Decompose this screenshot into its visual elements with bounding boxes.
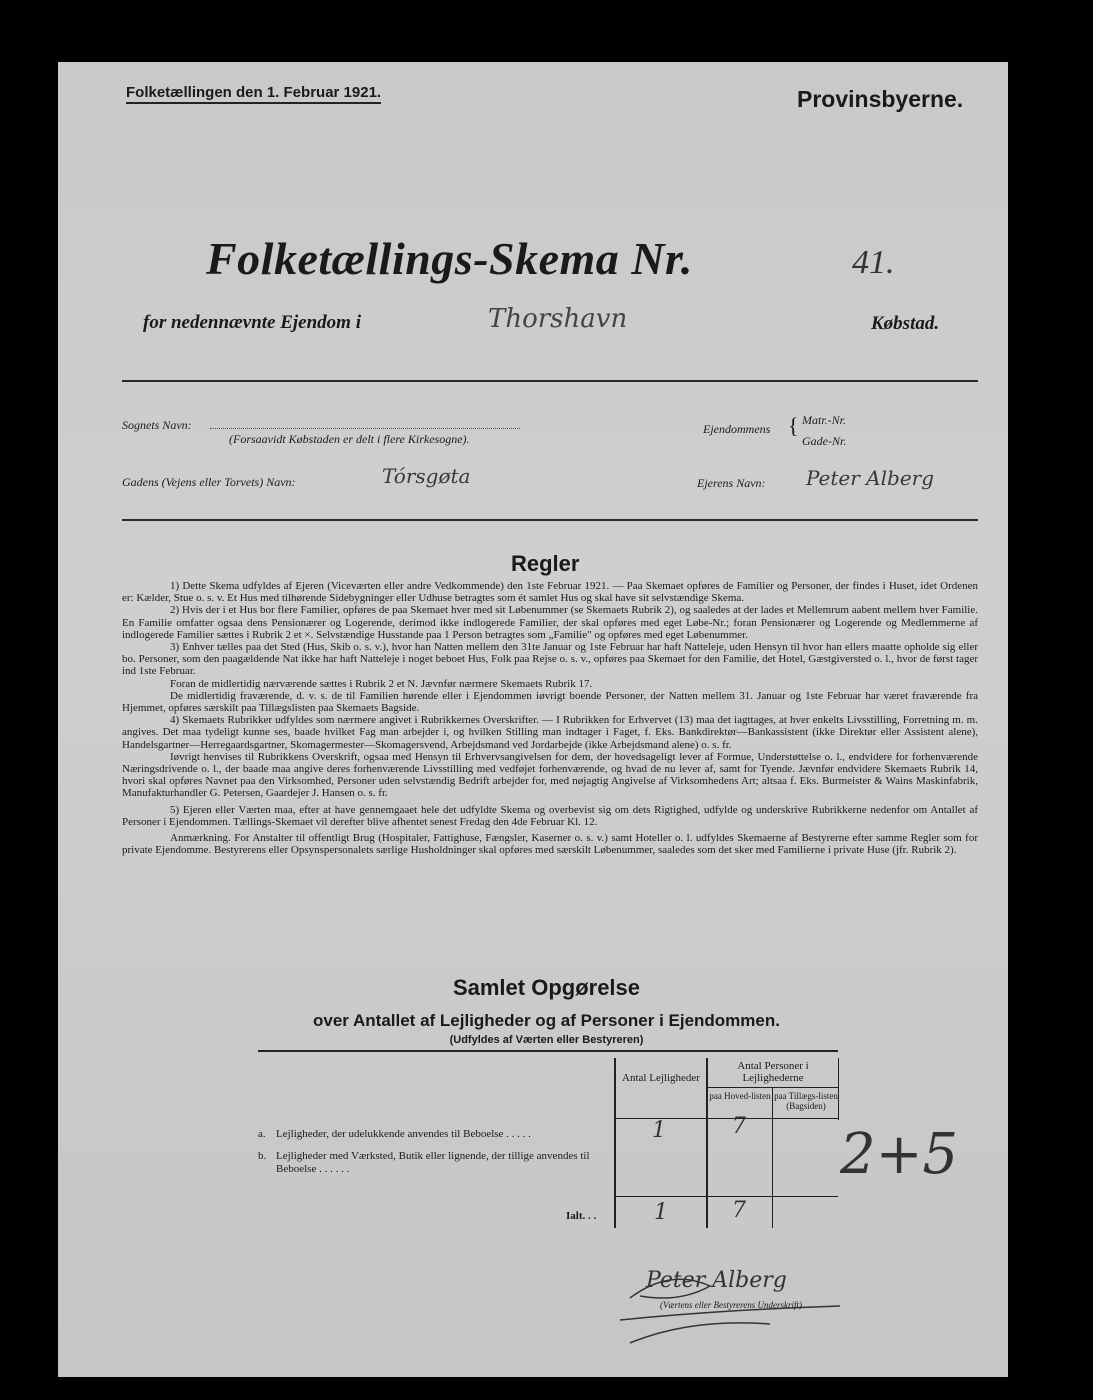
parish-line [210,428,520,429]
owner-handwritten: Peter Alberg [806,466,935,490]
summary-title: Samlet Opgørelse [452,975,641,1000]
summary-note: (Udfyldes af Værten eller Bestyreren) [449,1034,644,1046]
region-header: Provinsbyerne. [797,86,964,112]
brace: { [788,413,799,438]
total-apartments: 1 [654,1200,668,1225]
signature-caption: (Værtens eller Bestyrerens Underskrift) [660,1300,803,1310]
form-subtitle: for nedennævnte Ejendom i [143,312,361,333]
parish-note: (Forsaavidt Købstaden er delt i flere Kirkesogne). [229,432,470,446]
row-letter: a. [258,1128,266,1140]
cell-main-list: 7 [732,1114,746,1139]
rule-paragraph: 1) Dette Skema udfyldes af Ejeren (Viceværten eller andre Vedkommende) den 1ste Februar 1921. — Paa Skemaet opføres de Familier og Personer, der findes i Huset, idet Ordenen er: Kælder, Stue o. s. v. Et Hus med tilhørende Sidebygninger eller Udhuse betragtes som ét samlet Hus og skal have sit selvstændige Skema. [122,580,978,605]
street-handwritten: Tórsgøta [382,464,471,488]
margin-note-handwritten: 2+5 [840,1122,959,1187]
property-label: Ejendommens [703,422,771,436]
signature-handwritten: Peter Alberg [646,1268,787,1293]
rule-paragraph: Anmærkning. For Anstalter til offentligt Brug (Hospitaler, Fattighuse, Fængsler, Kaserner o. s. v.) samt Hoteller o. l. udfyldes Skemaerne af Bestyrerne efter samme Regler som for private Ejendomme. Bestyrerens eller Opsynspersonalets særlige Husholdninger skal opføres med særskilt Løbenummer, saaledes som det sker med Familierne i private Huse (jfr. Rubrik 2). [122,832,978,857]
cell-apartments: 1 [652,1118,666,1143]
parish-label: Sognets Navn: [122,418,192,432]
rules-text [122,580,978,856]
rule-paragraph: De midlertidig fraværende, d. v. s. de til Familien hørende eller i Ejendommen iøvrigt boende Personer, der Natten mellem 31. Januar og 1ste Februar har været fraværende fra Hjemmet, opføres særskilt paa Tillægslisten paa Skemaets Bagside. [122,689,978,715]
col-header-persons: Antal Personer i Lejlighederne [737,1060,809,1084]
total-label: Ialt. . . [566,1210,597,1222]
form-number-handwritten: 41. [852,244,895,281]
rule-paragraph: 5) Ejeren eller Værten maa, efter at have gennemgaaet hele det udfyldte Skema og overbevist sig om dets Rigtighed, udfylde og underskrive Rubrikkerne nedenfor om Antallet af Personer i Ejendommen. Tællings-Skemaet vil derefter blive afhentet senest Fredag den 4de Februar Kl. 12. [122,803,978,828]
owner-label: Ejerens Navn: [697,476,766,490]
col-header-apartments: Antal Lejligheder [622,1072,700,1084]
rules-heading: Regler [511,551,580,576]
summary-subtitle: over Antallet af Lejligheder og af Personer i Ejendommen. [313,1011,780,1030]
census-header: Folketællingen den 1. Februar 1921. [126,84,381,104]
town-handwritten: Thorshavn [488,304,628,334]
col-header-supplement: paa Tillægs-listen (Bagsiden) [774,1091,838,1111]
total-main-list: 7 [732,1198,746,1223]
row-label: Lejligheder, der udelukkende anvendes til Beboelse . . . . . [276,1128,531,1140]
rule-paragraph: 4) Skemaets Rubrikker udfyldes som nærmere angivet i Rubrikkernes Overskrifter. — I Rubrikken for Erhvervet (13) maa det iagttages, at hver enkelts Livsstilling, Forretning m. m. angives. Det maa tydeligt kunne ses, baade hvilket Fag man arbejder i, og hvilken Stilling man indtager i Faget, f. Eks. Bankdirektør—Bankassistent (ikke Direktør eller Assistent alene), Handelsgartner—Herregaardsgartner, Skomagermester—Skomagersvend, Arbejdsmand ved Jordarbejde (ikke Arbejdsmand alene) o. s. fr. [122,714,978,751]
rule-paragraph: Iøvrigt henvises til Rubrikkens Overskrift, ogsaa med Hensyn til Erhvervsangivelsen for dem, der hovedsageligt lever af Formue, Understøttelse o. l., endvidere for forhenværende Næringsdrivende o. l., der baade maa angive deres forhenværende Livsstilling med vedføjet forhenværende, og hvad de nu lever af, samt for Tyende. Jævnfør endvidere Skemaets Rubrik 14, hvori skal opføres Navnet paa den Virksomhed, Personer uden selvstændig Bedrift arbejder for, med nøjagtig Angivelse af Virksomhedens Art; altsaa f. Eks. Burmeister & Wains Maskinfabrik, Manufakturhandler G. Petersen, Gaardejer J. Hansen o. s. fr. [122,750,978,800]
matr-label: Matr.-Nr. [802,413,847,427]
rule-paragraph: 2) Hvis der i et Hus bor flere Familier, opføres de paa Skemaet hver med sit Løbenummer (se Skemaets Rubrik 2), og saaledes at der lades et Mellemrum aabent mellem hver Familie. En Familie omfatter ogsaa dens Pensionærer og Logerende, derimod ikke indlogerede Familier, der skal opføres med eget Løbe-Nr.; foran Pensionærer og Logerende og Medlemmerne af indlogerede Familier sættes i Rubrik 2 et ×. Selvstændige Husstande paa 1 Person betragtes som „Familie" og opføres med eget Løbenummer. [122,604,978,641]
rule-paragraph: Foran de midlertidig nærværende sættes i Rubrik 2 et N. Jævnfør nærmere Skemaets Rubrik 17. [170,677,593,690]
kobstad-label: Købstad. [871,313,940,334]
row-label: Lejligheder med Værksted, Butik eller lignende, der tillige anvendes til Beboelse . . . . . . [276,1150,590,1175]
divider [122,380,978,382]
rule-paragraph: 3) Enhver tælles paa det Sted (Hus, Skib o. s. v.), hvor han Natten mellem den 31te Januar og 1ste Februar har haft Natteleje, uden Hensyn til hvor han ellers maatte opholde sig eller bo. Personer, som den paagældende Nat ikke har haft Natteleje i noget beboet Hus, Folk paa Rejse o. s. v., opføres paa Skemaet for den Familie, det Hotel, Gæstgiversted o. l., hvor de først tager ind 1ste Februar. [122,641,978,678]
street-label: Gadens (Vejens eller Torvets) Navn: [122,475,296,489]
divider [122,519,978,521]
gade-nr-label: Gade-Nr. [802,434,847,448]
row-letter: b. [258,1150,267,1162]
form-title: Folketællings-Skema Nr. [206,233,693,284]
col-header-main-list: paa Hoved-listen [709,1091,771,1101]
